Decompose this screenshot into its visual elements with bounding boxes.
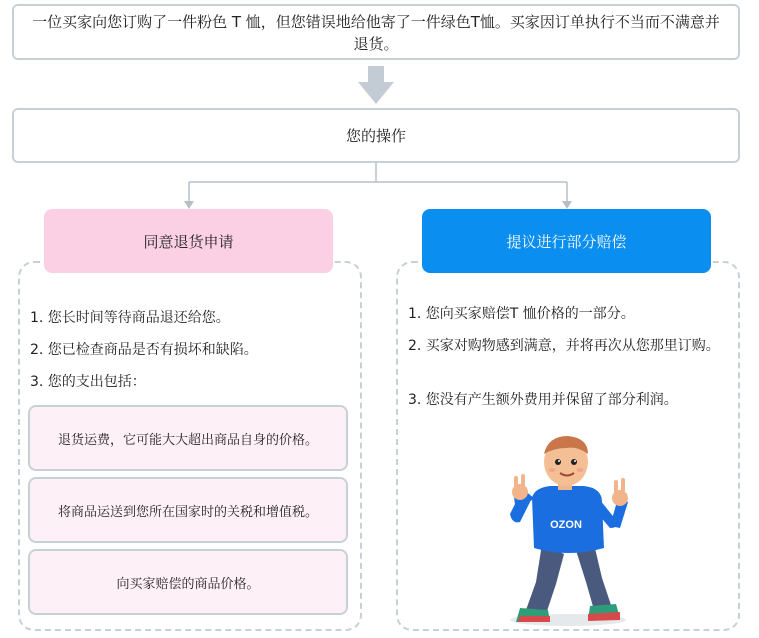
scenario-text: 一位买家向您订购了一件粉色 T 恤，但您错误地给他寄了一件绿色T恤。买家因订单执行不当而不满意并退货。 [32,13,720,53]
accept-return-label: 同意退货申请 [143,232,234,251]
cost-item-3-text: 向买家赔偿的商品价格。 [116,576,260,592]
partial-compensation-option[interactable] [422,209,711,273]
mascot-illustration [490,432,640,628]
mascot-shirt-text: OZON [550,519,582,531]
cost-item-2 [28,477,348,543]
cost-item-3 [28,549,348,615]
arrowhead-right-icon [562,201,572,209]
partial-item-2: 2. 买家对购物感到满意，并将再次从您那里订购。 [408,338,720,354]
partial-item-3: 3. 您没有产生额外费用并保留了部分利润。 [408,392,678,408]
branch-connector [0,160,759,210]
accept-return-option[interactable] [44,209,333,273]
refund-item-2: 2. 您已检查商品是否有损坏和缺陷。 [30,342,258,358]
refund-item-1: 1. 您长时间等待商品退还给您。 [30,310,230,326]
partial-item-1: 1. 您向买家赔偿T 恤价格的一部分。 [408,306,635,322]
cost-item-2-text: 将商品运送到您所在国家时的关税和增值税。 [57,504,318,520]
cost-item-1-text: 退货运费，它可能大大超出商品自身的价格。 [57,432,318,448]
arrowhead-left-icon [184,201,194,209]
your-action-label: 您的操作 [345,127,406,145]
scenario-box [12,4,740,60]
partial-compensation-label: 提议进行部分赔偿 [506,232,627,251]
arrow-down-icon [356,66,396,106]
cost-item-1 [28,405,348,471]
refund-item-3: 3. 您的支出包括： [30,374,146,390]
your-action-box [12,108,740,163]
